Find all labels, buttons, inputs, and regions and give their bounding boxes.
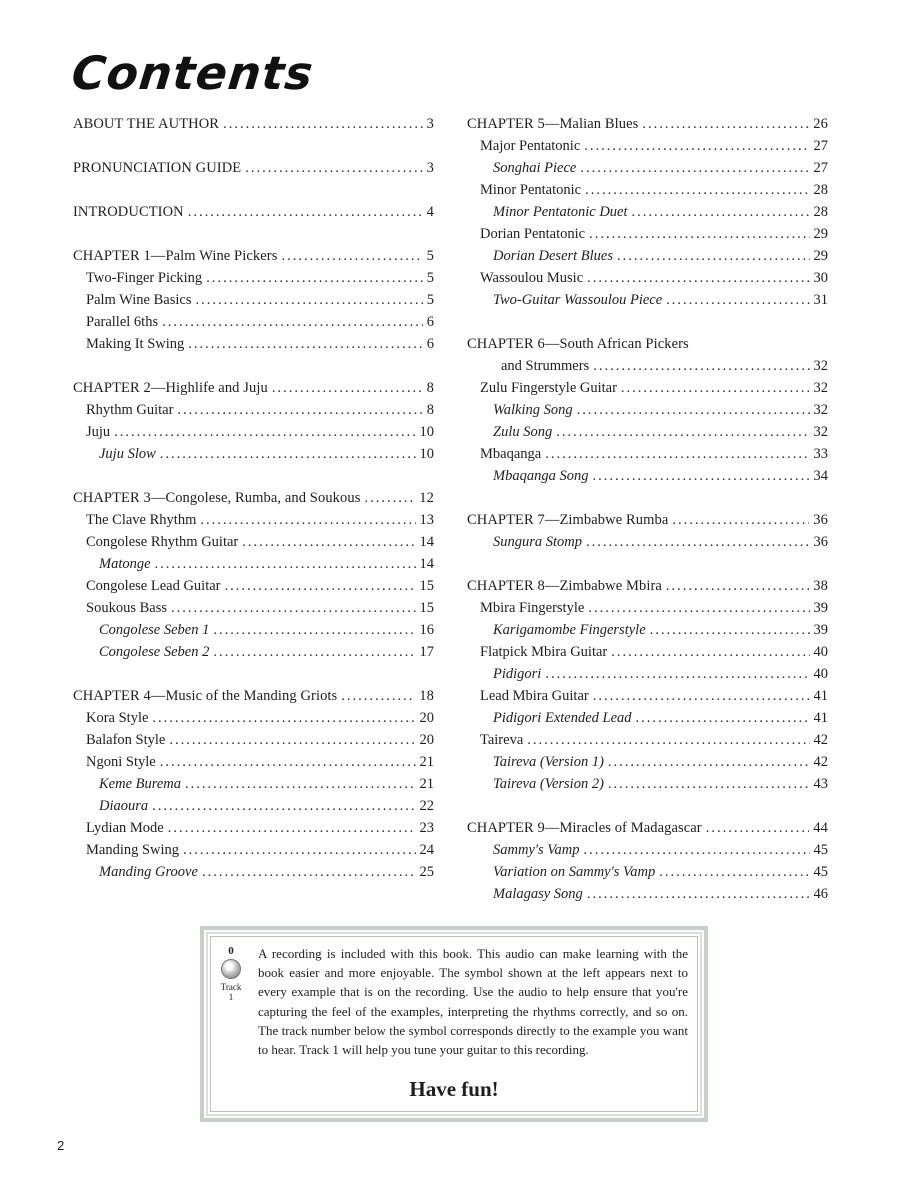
toc-entry-title: Keme Burema <box>99 776 182 792</box>
toc-entry-page: 45 <box>813 864 828 880</box>
toc-entry-cont[interactable] <box>467 355 828 377</box>
toc-entry-title: Sungura Stomp <box>493 534 583 550</box>
toc-dot-leader <box>586 531 809 553</box>
toc-entry-page: 27 <box>813 138 828 154</box>
toc-entry-page: 32 <box>813 380 828 396</box>
toc-dot-leader <box>114 421 415 443</box>
toc-entry-section[interactable] <box>467 685 828 707</box>
toc-entry-title: CHAPTER 1—Palm Wine Pickers <box>73 248 278 264</box>
toc-entry-example[interactable] <box>73 641 434 663</box>
toc-entry-title: Lydian Mode <box>86 820 164 836</box>
toc-entry-title: Making It Swing <box>86 336 185 352</box>
toc-dot-leader <box>200 509 415 531</box>
toc-entry-title: Minor Pentatonic Duet <box>493 204 628 220</box>
toc-entry-example[interactable] <box>467 245 828 267</box>
toc-entry-chapter[interactable] <box>467 509 828 531</box>
toc-entry-page: 23 <box>419 820 434 836</box>
toc-dot-leader <box>364 487 415 509</box>
toc-entry-title: CHAPTER 5—Malian Blues <box>467 116 639 132</box>
toc-entry-page: 41 <box>813 710 828 726</box>
toc-entry-page: 27 <box>813 160 828 176</box>
toc-dot-leader <box>583 839 809 861</box>
toc-entry-page: 31 <box>813 292 828 308</box>
toc-entry-example[interactable] <box>73 795 434 817</box>
toc-dot-leader <box>617 245 809 267</box>
toc-spacer <box>73 135 434 157</box>
toc-spacer <box>73 223 434 245</box>
track-icon-number: 0 <box>228 945 234 957</box>
toc-entry-chapter[interactable] <box>73 113 434 135</box>
toc-entry-page: 15 <box>419 578 434 594</box>
toc-dot-leader <box>642 113 809 135</box>
toc-entry-section[interactable] <box>73 597 434 619</box>
toc-dot-leader <box>155 553 416 575</box>
toc-entry-page: 20 <box>419 732 434 748</box>
toc-entry-example[interactable] <box>467 465 828 487</box>
toc-entry-page: 15 <box>419 600 434 616</box>
toc-entry-title: Wassoulou Music <box>480 270 584 286</box>
toc-dot-leader <box>162 311 423 333</box>
toc-entry-chapter[interactable] <box>73 685 434 707</box>
toc-entry-section[interactable] <box>73 333 434 355</box>
toc-entry-title: Congolese Seben 1 <box>99 622 210 638</box>
toc-entry-page: 12 <box>419 490 434 506</box>
toc-entry-title: and Strummers <box>501 358 590 374</box>
toc-dot-leader <box>183 839 415 861</box>
toc-spacer <box>467 553 828 575</box>
toc-dot-leader <box>160 751 416 773</box>
toc-dot-leader <box>580 157 809 179</box>
toc-entry-example[interactable] <box>467 399 828 421</box>
toc-dot-leader <box>169 729 415 751</box>
toc-dot-leader <box>225 575 416 597</box>
toc-entry-example[interactable] <box>467 839 828 861</box>
toc-entry-example[interactable] <box>467 773 828 795</box>
toc-dot-leader <box>636 707 810 729</box>
toc-entry-example[interactable] <box>467 421 828 443</box>
toc-entry-page: 44 <box>813 820 828 836</box>
toc-entry-section[interactable] <box>73 817 434 839</box>
toc-entry-chapter[interactable] <box>73 157 434 179</box>
toc-entry-title: Congolese Lead Guitar <box>86 578 221 594</box>
toc-entry-title: Juju Slow <box>99 446 156 462</box>
toc-entry-page: 6 <box>426 314 434 330</box>
toc-entry-page: 24 <box>419 842 434 858</box>
page-title: Contents <box>69 46 317 100</box>
toc-entry-title: CHAPTER 8—Zimbabwe Mbira <box>467 578 662 594</box>
toc-entry-section[interactable] <box>73 531 434 553</box>
toc-dot-leader <box>195 289 422 311</box>
toc-dot-leader <box>245 157 422 179</box>
toc-dot-leader <box>188 201 423 223</box>
toc-entry-example[interactable] <box>467 289 828 311</box>
toc-entry-title: CHAPTER 4—Music of the Manding Griots <box>73 688 338 704</box>
toc-entry-example[interactable] <box>467 531 828 553</box>
toc-entry-page: 36 <box>813 534 828 550</box>
toc-entry-section[interactable] <box>73 575 434 597</box>
toc-entry-page: 6 <box>426 336 434 352</box>
toc-dot-leader <box>659 861 809 883</box>
toc-entry-title: Two-Finger Picking <box>86 270 203 286</box>
toc-entry-title: Major Pentatonic <box>480 138 581 154</box>
toc-entry-example[interactable] <box>467 861 828 883</box>
toc-entry-page: 32 <box>813 424 828 440</box>
toc-entry-page: 14 <box>419 556 434 572</box>
toc-entry-page: 14 <box>419 534 434 550</box>
toc-entry-page: 30 <box>813 270 828 286</box>
toc-entry-title: CHAPTER 3—Congolese, Rumba, and Soukous <box>73 490 361 506</box>
toc-dot-leader <box>584 135 809 157</box>
toc-dot-leader <box>152 795 415 817</box>
toc-entry-title: Minor Pentatonic <box>480 182 582 198</box>
toc-entry-page: 29 <box>813 226 828 242</box>
toc-entry-page: 28 <box>813 182 828 198</box>
toc-entry-example[interactable] <box>467 157 828 179</box>
page-number: 2 <box>57 1138 65 1153</box>
toc-entry-example[interactable] <box>73 773 434 795</box>
toc-entry-title: CHAPTER 2—Highlife and Juju <box>73 380 268 396</box>
toc-entry-page: 34 <box>813 468 828 484</box>
toc-entry-page: 10 <box>419 424 434 440</box>
toc-entry-page: 33 <box>813 446 828 462</box>
toc-entry-title: Zulu Song <box>493 424 553 440</box>
toc-entry-title: Sammy's Vamp <box>493 842 580 858</box>
toc-entry-chapter[interactable] <box>467 575 828 597</box>
toc-entry-section[interactable] <box>73 399 434 421</box>
toc-entry-section[interactable] <box>73 839 434 861</box>
toc-entry-title: Pidigori Extended Lead <box>493 710 632 726</box>
toc-dot-leader <box>608 751 810 773</box>
toc-entry-section[interactable] <box>73 707 434 729</box>
toc-entry-example[interactable] <box>467 201 828 223</box>
toc-entry-section[interactable] <box>73 509 434 531</box>
toc-entry-title: Variation on Sammy's Vamp <box>493 864 656 880</box>
toc-entry-chapter[interactable] <box>73 487 434 509</box>
toc-dot-leader <box>593 685 810 707</box>
toc-entry-page: 40 <box>813 644 828 660</box>
toc-entry-page: 13 <box>419 512 434 528</box>
toc-entry-page: 45 <box>813 842 828 858</box>
toc-spacer <box>73 179 434 201</box>
toc-entry-page: 16 <box>419 622 434 638</box>
toc-entry-page: 41 <box>813 688 828 704</box>
toc-entry-title: ABOUT THE AUTHOR <box>73 116 220 132</box>
toc-dot-leader <box>171 597 416 619</box>
toc-entry-title: Matonge <box>99 556 151 572</box>
toc-entry-title: Congolese Seben 2 <box>99 644 210 660</box>
toc-entry-title: Kora Style <box>86 710 149 726</box>
toc-dot-leader <box>177 399 422 421</box>
toc-entry-section[interactable] <box>73 751 434 773</box>
toc-entry-section[interactable] <box>467 223 828 245</box>
toc-dot-leader <box>588 597 809 619</box>
toc-spacer <box>467 795 828 817</box>
track-icon <box>216 946 246 1002</box>
toc-entry-title: Zulu Fingerstyle Guitar <box>480 380 617 396</box>
toc-entry-title: Mbaqanga <box>480 446 542 462</box>
toc-entry-title: Two-Guitar Wassoulou Piece <box>493 292 663 308</box>
toc-entry-page: 46 <box>813 886 828 902</box>
toc-entry-page: 36 <box>813 512 828 528</box>
toc-entry-section[interactable] <box>73 421 434 443</box>
toc-spacer <box>467 311 828 333</box>
toc-dot-leader <box>242 531 415 553</box>
toc-spacer <box>467 487 828 509</box>
toc-dot-leader <box>223 113 423 135</box>
track-icon-label: Track <box>220 982 242 992</box>
toc-entry-title: Manding Swing <box>86 842 180 858</box>
audio-note-text: A recording is included with this book. This audio can make learning with the book easier and more enjoyable. The symbol shown at the left appears next to every example that is on the recording. Use the audio to help ensure that you're capturing the feel of the examples, interpreting the rhythms correctly, and so on. The track number below the symbol corresponds directly to the example you want to hear. Track 1 will help you tune your guitar to this recording. <box>258 946 688 1058</box>
toc-entry-title: Lead Mbira Guitar <box>480 688 589 704</box>
track-icon-track-number: 1 <box>228 992 234 1002</box>
toc-dot-leader <box>202 861 416 883</box>
toc-entry-section[interactable] <box>467 641 828 663</box>
have-fun-text: Have fun! <box>409 1077 499 1101</box>
toc-entry-example[interactable] <box>467 883 828 905</box>
toc-dot-leader <box>608 773 810 795</box>
toc-dot-leader <box>213 619 415 641</box>
toc-entry-page: 29 <box>813 248 828 264</box>
toc-entry-page: 20 <box>419 710 434 726</box>
toc-entry-page: 22 <box>419 798 434 814</box>
toc-entry-example[interactable] <box>467 619 828 641</box>
toc-entry-section[interactable] <box>467 729 828 751</box>
toc-entry-page: 3 <box>426 116 434 132</box>
toc-entry-chapter-head[interactable] <box>467 333 828 355</box>
toc-entry-page: 43 <box>813 776 828 792</box>
toc-dot-leader <box>152 707 415 729</box>
toc-dot-leader <box>168 817 416 839</box>
toc-spacer <box>73 355 434 377</box>
toc-dot-leader <box>188 333 422 355</box>
toc-entry-page: 8 <box>426 402 434 418</box>
toc-entry-page: 5 <box>426 248 434 264</box>
toc-entry-title: Walking Song <box>493 402 573 418</box>
toc-dot-leader <box>160 443 416 465</box>
toc-dot-leader <box>185 773 415 795</box>
toc-entry-title: The Clave Rhythm <box>86 512 197 528</box>
toc-dot-leader <box>650 619 810 641</box>
toc-dot-leader <box>632 201 810 223</box>
toc-entry-title: Juju <box>86 424 111 440</box>
toc-entry-page: 42 <box>813 754 828 770</box>
toc-entry-example[interactable] <box>73 619 434 641</box>
toc-entry-chapter[interactable] <box>73 201 434 223</box>
toc-entry-section[interactable] <box>467 267 828 289</box>
toc-entry-page: 5 <box>426 292 434 308</box>
toc-entry-section[interactable] <box>73 289 434 311</box>
toc-dot-leader <box>577 399 810 421</box>
toc-entry-section[interactable] <box>467 135 828 157</box>
toc-dot-leader <box>206 267 423 289</box>
toc-dot-leader <box>666 575 809 597</box>
toc-entry-page: 39 <box>813 600 828 616</box>
toc-entry-title: Malagasy Song <box>493 886 583 902</box>
toc-dot-leader <box>556 421 809 443</box>
toc-dot-leader <box>587 883 810 905</box>
toc-entry-page: 28 <box>813 204 828 220</box>
toc-entry-title: Diaoura <box>99 798 149 814</box>
toc-entry-chapter[interactable] <box>467 817 828 839</box>
toc-entry-title: Pidigori <box>493 666 542 682</box>
toc-entry-page: 3 <box>426 160 434 176</box>
toc-dot-leader <box>545 663 809 685</box>
toc-entry-page: 38 <box>813 578 828 594</box>
toc-dot-leader <box>281 245 422 267</box>
toc-entry-page: 40 <box>813 666 828 682</box>
toc-dot-leader <box>585 179 809 201</box>
toc-spacer <box>73 663 434 685</box>
toc-entry-page: 5 <box>426 270 434 286</box>
toc-dot-leader <box>213 641 415 663</box>
toc-entry-title: Mbira Fingerstyle <box>480 600 585 616</box>
toc-entry-title: Mbaqanga Song <box>493 468 589 484</box>
toc-right-column <box>467 113 828 905</box>
toc-dot-leader <box>706 817 810 839</box>
toc-dot-leader <box>593 355 809 377</box>
toc-entry-title: Dorian Pentatonic <box>480 226 586 242</box>
toc-entry-chapter[interactable] <box>467 113 828 135</box>
toc-entry-title: Parallel 6ths <box>86 314 159 330</box>
toc-spacer <box>73 465 434 487</box>
toc-entry-title: Congolese Rhythm Guitar <box>86 534 239 550</box>
toc-entry-example[interactable] <box>73 553 434 575</box>
toc-entry-section[interactable] <box>467 377 828 399</box>
toc-dot-leader <box>587 267 809 289</box>
toc-entry-title: Rhythm Guitar <box>86 402 174 418</box>
toc-entry-example[interactable] <box>467 707 828 729</box>
toc-entry-title: Songhai Piece <box>493 160 577 176</box>
toc-entry-page: 18 <box>419 688 434 704</box>
toc-dot-leader <box>672 509 809 531</box>
toc-entry-example[interactable] <box>73 443 434 465</box>
toc-entry-example[interactable] <box>467 663 828 685</box>
toc-dot-leader <box>341 685 415 707</box>
toc-entry-title: Flatpick Mbira Guitar <box>480 644 608 660</box>
toc-dot-leader <box>272 377 423 399</box>
toc-entry-title: Taireva <box>480 732 524 748</box>
toc-entry-page: 21 <box>419 776 434 792</box>
toc-entry-page: 32 <box>813 402 828 418</box>
toc-entry-title: Soukous Bass <box>86 600 167 616</box>
toc-entry-example[interactable] <box>467 751 828 773</box>
toc-entry-title: CHAPTER 6—South African Pickers <box>467 336 689 352</box>
toc-entry-chapter[interactable] <box>73 245 434 267</box>
toc-entry-title: Taireva (Version 2) <box>493 776 604 792</box>
toc-entry-section[interactable] <box>73 311 434 333</box>
toc-dot-leader <box>589 223 809 245</box>
toc-entry-page: 10 <box>419 446 434 462</box>
toc-entry-title: CHAPTER 9—Miracles of Madagascar <box>467 820 702 836</box>
toc-entry-page: 26 <box>813 116 828 132</box>
toc-entry-title: CHAPTER 7—Zimbabwe Rumba <box>467 512 669 528</box>
toc-dot-leader <box>621 377 810 399</box>
toc-entry-section[interactable] <box>467 597 828 619</box>
audio-note-box <box>200 926 708 1122</box>
toc-entry-page: 42 <box>813 732 828 748</box>
toc-entry-title: Karigamombe Fingerstyle <box>493 622 646 638</box>
toc-entry-page: 4 <box>426 204 434 220</box>
toc-dot-leader <box>666 289 809 311</box>
toc-entry-title: Palm Wine Basics <box>86 292 192 308</box>
toc-entry-page: 25 <box>419 864 434 880</box>
toc-entry-section[interactable] <box>73 267 434 289</box>
toc-entry-page: 8 <box>426 380 434 396</box>
toc-dot-leader <box>545 443 809 465</box>
toc-entry-chapter[interactable] <box>73 377 434 399</box>
toc-entry-page: 21 <box>419 754 434 770</box>
toc-entry-title: Dorian Desert Blues <box>493 248 614 264</box>
toc-left-column <box>73 113 434 883</box>
toc-entry-page: 17 <box>419 644 434 660</box>
cd-disc-icon <box>221 959 241 979</box>
toc-dot-leader <box>527 729 809 751</box>
toc-entry-section[interactable] <box>73 729 434 751</box>
toc-entry-title: PRONUNCIATION GUIDE <box>73 160 242 176</box>
toc-entry-title: Taireva (Version 1) <box>493 754 604 770</box>
toc-dot-leader <box>611 641 809 663</box>
toc-entry-title: Balafon Style <box>86 732 166 748</box>
toc-entry-page: 32 <box>813 358 828 374</box>
toc-dot-leader <box>592 465 809 487</box>
toc-entry-example[interactable] <box>73 861 434 883</box>
toc-entry-title: INTRODUCTION <box>73 204 184 220</box>
toc-entry-title: Manding Groove <box>99 864 198 880</box>
toc-entry-section[interactable] <box>467 443 828 465</box>
toc-entry-title: Ngoni Style <box>86 754 156 770</box>
toc-entry-page: 39 <box>813 622 828 638</box>
toc-entry-section[interactable] <box>467 179 828 201</box>
